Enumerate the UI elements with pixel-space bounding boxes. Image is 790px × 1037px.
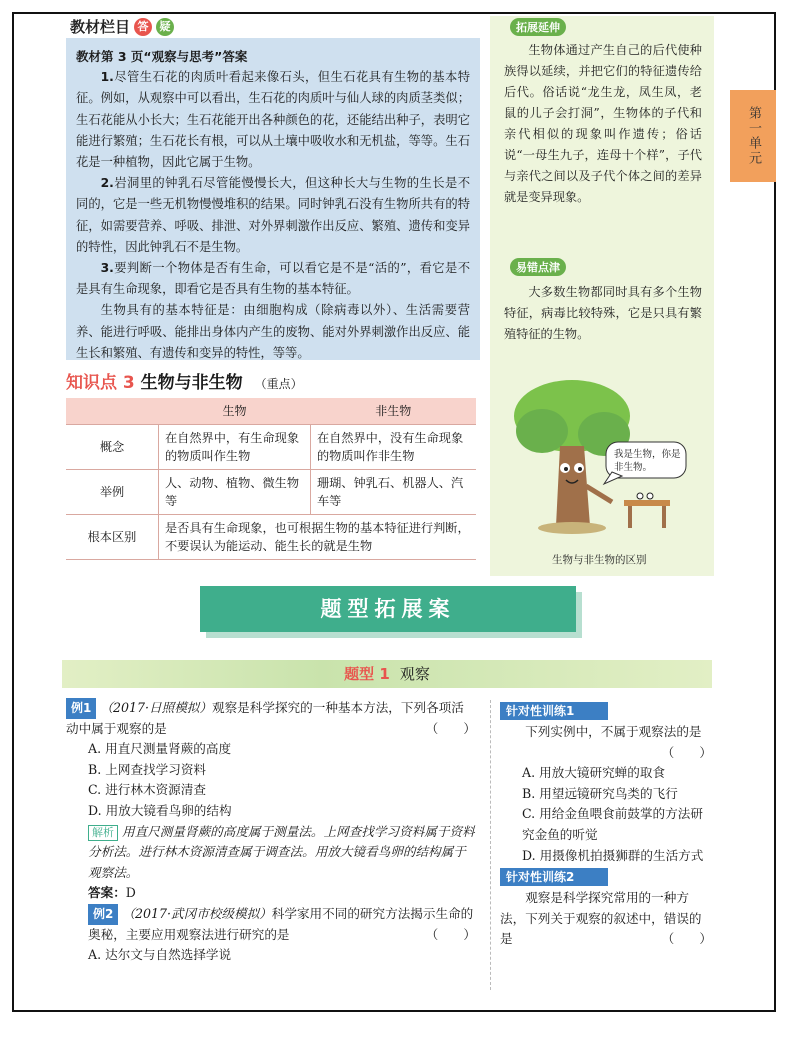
training-2-tag: 针对性训练2 xyxy=(500,868,608,886)
column-label xyxy=(70,16,174,37)
row-head: 举例 xyxy=(66,470,159,515)
extension-text xyxy=(504,40,702,208)
pitfall-tag: 易错点津 xyxy=(510,258,566,276)
table-header-nonliving: 非生物 xyxy=(310,398,476,425)
ground xyxy=(538,522,606,534)
question-badge: 疑 xyxy=(156,18,174,36)
training-column xyxy=(500,702,712,950)
training-2-stem xyxy=(500,888,712,950)
training-1-stem xyxy=(500,722,712,760)
section-banner: 题型拓展案 xyxy=(200,586,576,632)
illustration-caption: 生物与非生物的区别 xyxy=(552,554,647,566)
extension-tag: 拓展延伸 xyxy=(510,18,566,36)
answer-box xyxy=(66,38,480,360)
analysis-tag: 解析 xyxy=(88,825,118,841)
speech-bubble-text: 我是生物，你是非生物。 xyxy=(614,449,681,473)
example-source: （2017·日照模拟） xyxy=(100,700,212,715)
paragraph-number: 1. xyxy=(100,70,114,85)
training-1-tag: 针对性训练1 xyxy=(500,702,608,720)
type-number: 题型 1 xyxy=(344,665,390,683)
option-c: C. 进行林木资源清查 xyxy=(88,782,206,798)
paragraph-number: 2. xyxy=(100,176,114,191)
option-a: A. 用直尺测量肾蕨的高度 xyxy=(88,741,232,757)
answer-paragraph-3 xyxy=(76,258,470,300)
answer-box-title: 教材第 3 页“观察与思考”答案 xyxy=(76,49,248,64)
answer-blank[interactable]: （ ） xyxy=(425,720,476,736)
example-tag: 例2 xyxy=(88,904,118,925)
answer-paragraph-2 xyxy=(76,173,470,258)
option-c: C. 用给金鱼喂食前鼓掌的方法研究金鱼的听觉 xyxy=(522,806,703,842)
table-cell: 是否具有生命现象，也可根据生物的基本特征进行判断，不要误认为能运动、能生长的就是生物 xyxy=(159,515,477,560)
option-b: B. 上网查找学习资料 xyxy=(88,761,207,777)
example-tag: 例1 xyxy=(66,698,96,719)
training-stem-text: 下列实例中，不属于观察法的是 xyxy=(525,724,702,739)
answer-label: 答案： xyxy=(88,885,126,901)
table-row xyxy=(66,515,476,560)
table-header-row xyxy=(66,398,476,425)
table-cell: 在自然界中，没有生命现象的物质叫作非生物 xyxy=(310,425,476,470)
option-a: A. 达尔文与自然选择学说 xyxy=(88,947,232,963)
unit-tab[interactable]: 第一单元 xyxy=(730,90,776,182)
sidebar xyxy=(490,16,714,576)
training-stem-text: 观察是科学探究常用的一种方法，下列关于观察的叙述中，错误的是 xyxy=(500,890,702,947)
table-header-corner xyxy=(66,398,159,425)
example-stem-text: 观察是科学探究的一种基本方法，下列各项活动中属于观察的是 xyxy=(66,700,464,736)
row-head: 概念 xyxy=(66,425,159,470)
example-1-answer xyxy=(66,883,476,904)
question-column xyxy=(66,698,476,966)
column-label-text: 教材栏目 xyxy=(70,18,131,36)
example-1-analysis xyxy=(66,822,476,884)
knowledge-point-title xyxy=(66,368,303,393)
type-title: 观察 xyxy=(399,665,430,683)
table-row xyxy=(66,425,476,470)
example-stem-text: 科学家用不同的研究方法揭示生命的奥秘，主要应用观察法进行研究的是 xyxy=(88,905,474,942)
table-row xyxy=(66,470,476,515)
pitfall-text xyxy=(504,282,702,345)
table-top xyxy=(624,500,670,506)
option-b: B. 用望远镜研究鸟类的飞行 xyxy=(522,785,678,801)
answer-paragraph-1 xyxy=(76,67,470,173)
comparison-table xyxy=(66,398,476,560)
tree-arm xyxy=(586,486,612,502)
example-1-stem xyxy=(66,698,476,739)
option-a: A. 用放大镜研究蝉的取食 xyxy=(522,765,666,781)
paragraph-text: 要判断一个物体是否有生命，可以看它是不是“活的”，看它是不是具有生命现象，即看它是否具有生物的基本特征。 xyxy=(76,261,470,297)
tree-trunk xyxy=(556,446,590,526)
extension-paragraph: 生物体通过产生自己的后代使种族得以延续，并把它们的特征遗传给后代。俗话说“龙生龙，凤生凤，老鼠的儿子会打洞”，生物体的子代和亲代相似的现象叫作遗传；俗话说“一母生九子，连母十个样”，子代与亲代之间以及子代个体之间的差异就是变异现象。 xyxy=(504,43,702,204)
row-head: 根本区别 xyxy=(66,515,159,560)
answer-paragraph-4: 生物具有的基本特征是：由细胞构成（除病毒以外）、生活需要营养、能进行呼吸、能排出身体内产生的废物、能对外界刺激作出反应、能生长和繁殖、有遗传和变异的特性，等等。 xyxy=(76,303,470,360)
answer-badge: 答 xyxy=(134,18,152,36)
paragraph-number: 3. xyxy=(100,261,114,276)
answer-blank[interactable]: （ ） xyxy=(661,744,712,760)
table-cell: 珊瑚、钟乳石、机器人、汽车等 xyxy=(310,470,476,515)
knowledge-point-heading: 生物与非生物 xyxy=(140,373,243,393)
option-d: D. 用放大镜看鸟卵的结构 xyxy=(88,802,232,818)
paragraph-text: 尽管生石花的肉质叶看起来像石头，但生石花具有生物的基本特征。例如，从观察中可以看出，生石花的肉质叶与仙人球的肉质茎类似；生石花能从小长大；生石花能开出各种颜色的花，还能结出种子，表明它能进行繁殖；生石花长有根，可以从土壤中吸收水和无机盐，等等。生石花是一种植物，因此它属于生物。 xyxy=(76,70,470,170)
table-header-living: 生物 xyxy=(159,398,311,425)
example-2-stem xyxy=(66,904,476,945)
answer-blank[interactable]: （ ） xyxy=(425,926,476,942)
knowledge-point-number: 知识点 3 xyxy=(66,373,135,393)
table-cell: 在自然界中，有生命现象的物质叫作生物 xyxy=(159,425,311,470)
answer-value: D xyxy=(125,885,136,901)
type-bar xyxy=(62,660,712,688)
analysis-text: 用直尺测量肾蕨的高度属于测量法。上网查找学习资料属于资料分析法。进行林木资源清查属于调查法。用放大镜看鸟卵的结构属于观察法。 xyxy=(88,823,475,880)
knowledge-point-note: （重点） xyxy=(254,377,303,391)
column-divider xyxy=(490,700,492,990)
pitfall-paragraph: 大多数生物都同时具有多个生物特征，病毒比较特殊，它是只具有繁殖特征的生物。 xyxy=(504,285,702,341)
answer-blank[interactable]: （ ） xyxy=(661,931,712,947)
option-d: D. 用摄像机拍摄狮群的生活方式 xyxy=(522,847,704,863)
table-cell: 人、动物、植物、微生物等 xyxy=(159,470,311,515)
example-source: （2017·武冈市校级模拟） xyxy=(122,905,272,921)
paragraph-text: 岩洞里的钟乳石尽管能慢慢长大，但这种长大与生物的生长是不同的，它是一些无机物慢慢堆积的结果。同时钟乳石没有生物所共有的特征，如需要营养、呼吸、排泄、对外界刺激作出反应、繁殖、遗传和变异的特性，因此钟乳石不是生物。 xyxy=(76,176,470,254)
